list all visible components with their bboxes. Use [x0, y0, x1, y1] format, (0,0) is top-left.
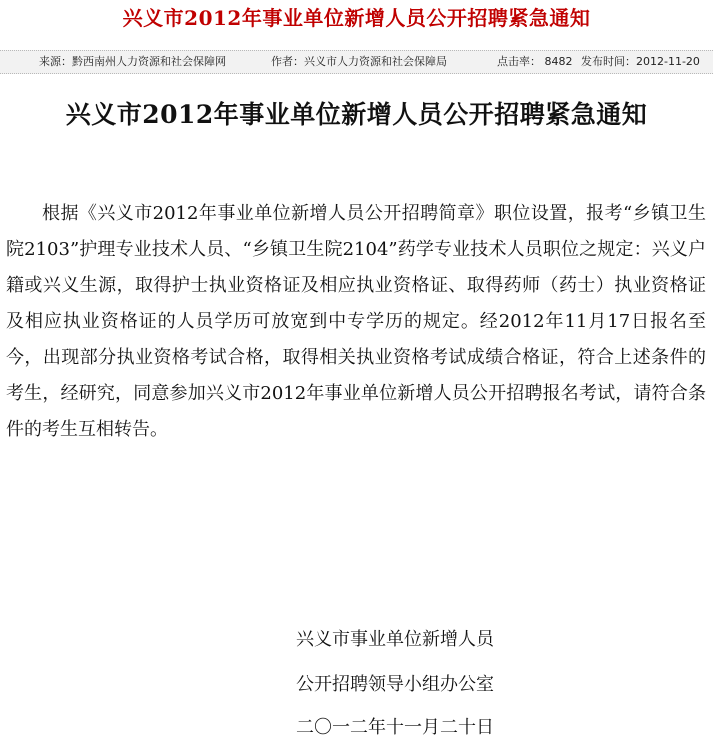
article-body: 根据《兴义市2012年事业单位新增人员公开招聘简章》职位设置，报考“乡镇卫生院2103”护理专业技术人员、“乡镇卫生院2104”药学专业技术人员职位之规定：兴义户籍或兴义生源，取得护士执业资格证及相应执业资格证、取得药师（药士）执业资格证及相应执业资格证的人员学历可放宽到中专学历的规定。经2012年11月17日报名至今，出现部分执业资格考试合格，取得相关执业资格考试成绩合格证，符合上述条件的考生，经研究，同意参加兴义市2012年事业单位新增人员公开招聘报名考试，请符合条件的考生互相转告。 — [6, 203, 706, 440]
meta-published: 发布时间：2012-11-20 — [581, 55, 700, 68]
article-meta-bar — [0, 50, 713, 74]
meta-author: 作者：兴义市人力资源和社会保障局 — [271, 55, 447, 68]
meta-clicks: 点击率： 8482 — [497, 55, 573, 68]
header-title: 兴义市2012年事业单位新增人员公开招聘紧急通知 — [122, 6, 591, 30]
signature-line-1: 兴义市事业单位新增人员 — [296, 629, 494, 650]
signature-line-2: 公开招聘领导小组办公室 — [296, 674, 494, 695]
meta-source: 来源：黔西南州人力资源和社会保障网 — [39, 55, 226, 68]
signature-date: 二〇一二年十一月二十日 — [296, 717, 494, 738]
article-title: 兴义市2012年事业单位新增人员公开招聘紧急通知 — [65, 100, 648, 129]
